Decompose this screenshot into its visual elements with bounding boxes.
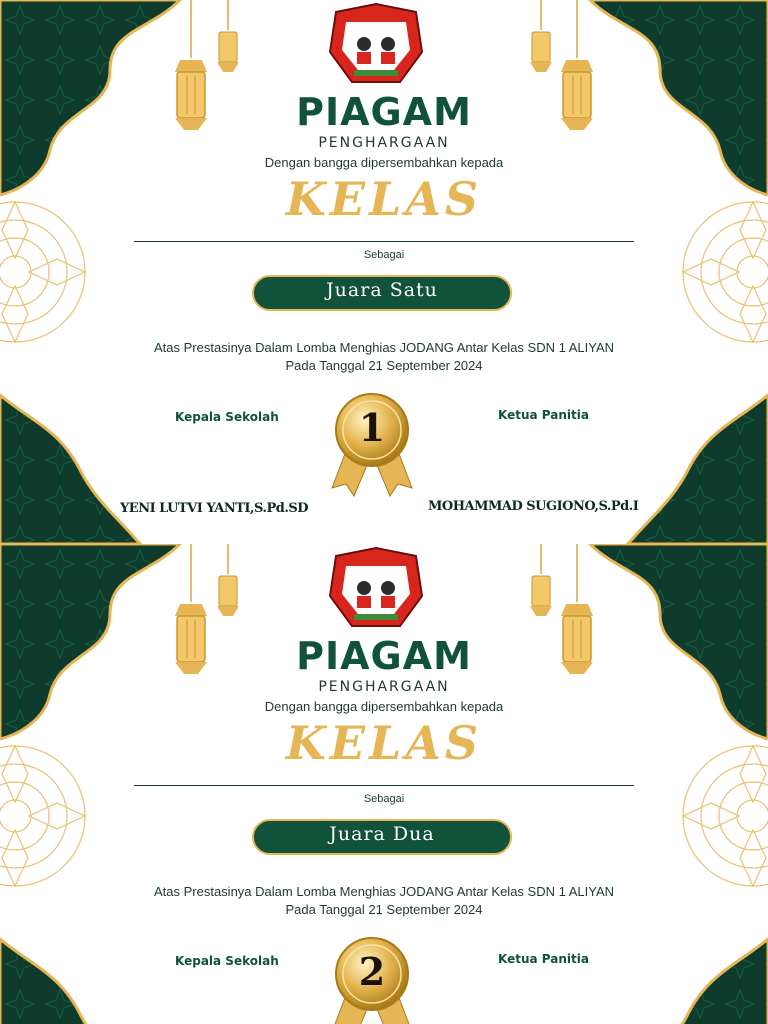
description-line-1: Atas Prestasinya Dalam Lomba Menghias JODANG Antar Kelas SDN 1 ALIYAN [153,340,614,355]
certificate-2 [0,544,768,1024]
school-emblem-icon [330,548,422,626]
rank-label: Juara Dua [329,823,435,845]
description-line-2: Pada Tanggal 21 September 2024 [285,358,483,373]
certificate-subtitle: PENGHARGAAN [318,135,450,151]
recipient-name: KELAS [285,716,483,770]
rank-label: Juara Satu [326,279,438,301]
school-emblem-icon [330,4,422,82]
left-signatory-name: YENI LUTVI YANTI,S.Pd.SD [120,501,309,516]
dedication-text: Dengan bangga dipersembahkan kepada [264,155,504,170]
certificate-title: PIAGAM [296,634,472,678]
description-line-1: Atas Prestasinya Dalam Lomba Menghias JODANG Antar Kelas SDN 1 ALIYAN [153,884,614,899]
certificate-title: PIAGAM [296,90,472,134]
left-green-arch [0,0,180,544]
divider-line [134,785,634,786]
certificate-subtitle: PENGHARGAAN [318,679,450,695]
medal-number: 1 [358,405,386,450]
as-label: Sebagai [363,793,405,805]
right-signatory-name: MOHAMMAD SUGIONO,S.Pd.I [428,499,639,514]
left-signatory-role: Kepala Sekolah [175,410,279,424]
recipient-name: KELAS [285,172,483,226]
description-line-2: Pada Tanggal 21 September 2024 [285,902,483,917]
right-signatory-role: Ketua Panitia [498,408,589,422]
dedication-text: Dengan bangga dipersembahkan kepada [264,699,504,714]
as-label: Sebagai [363,249,405,261]
medal-number: 2 [358,949,386,994]
right-green-arch [590,0,768,544]
left-signatory-role: Kepala Sekolah [175,954,279,968]
divider-line [134,241,634,242]
right-signatory-role: Ketua Panitia [498,952,589,966]
